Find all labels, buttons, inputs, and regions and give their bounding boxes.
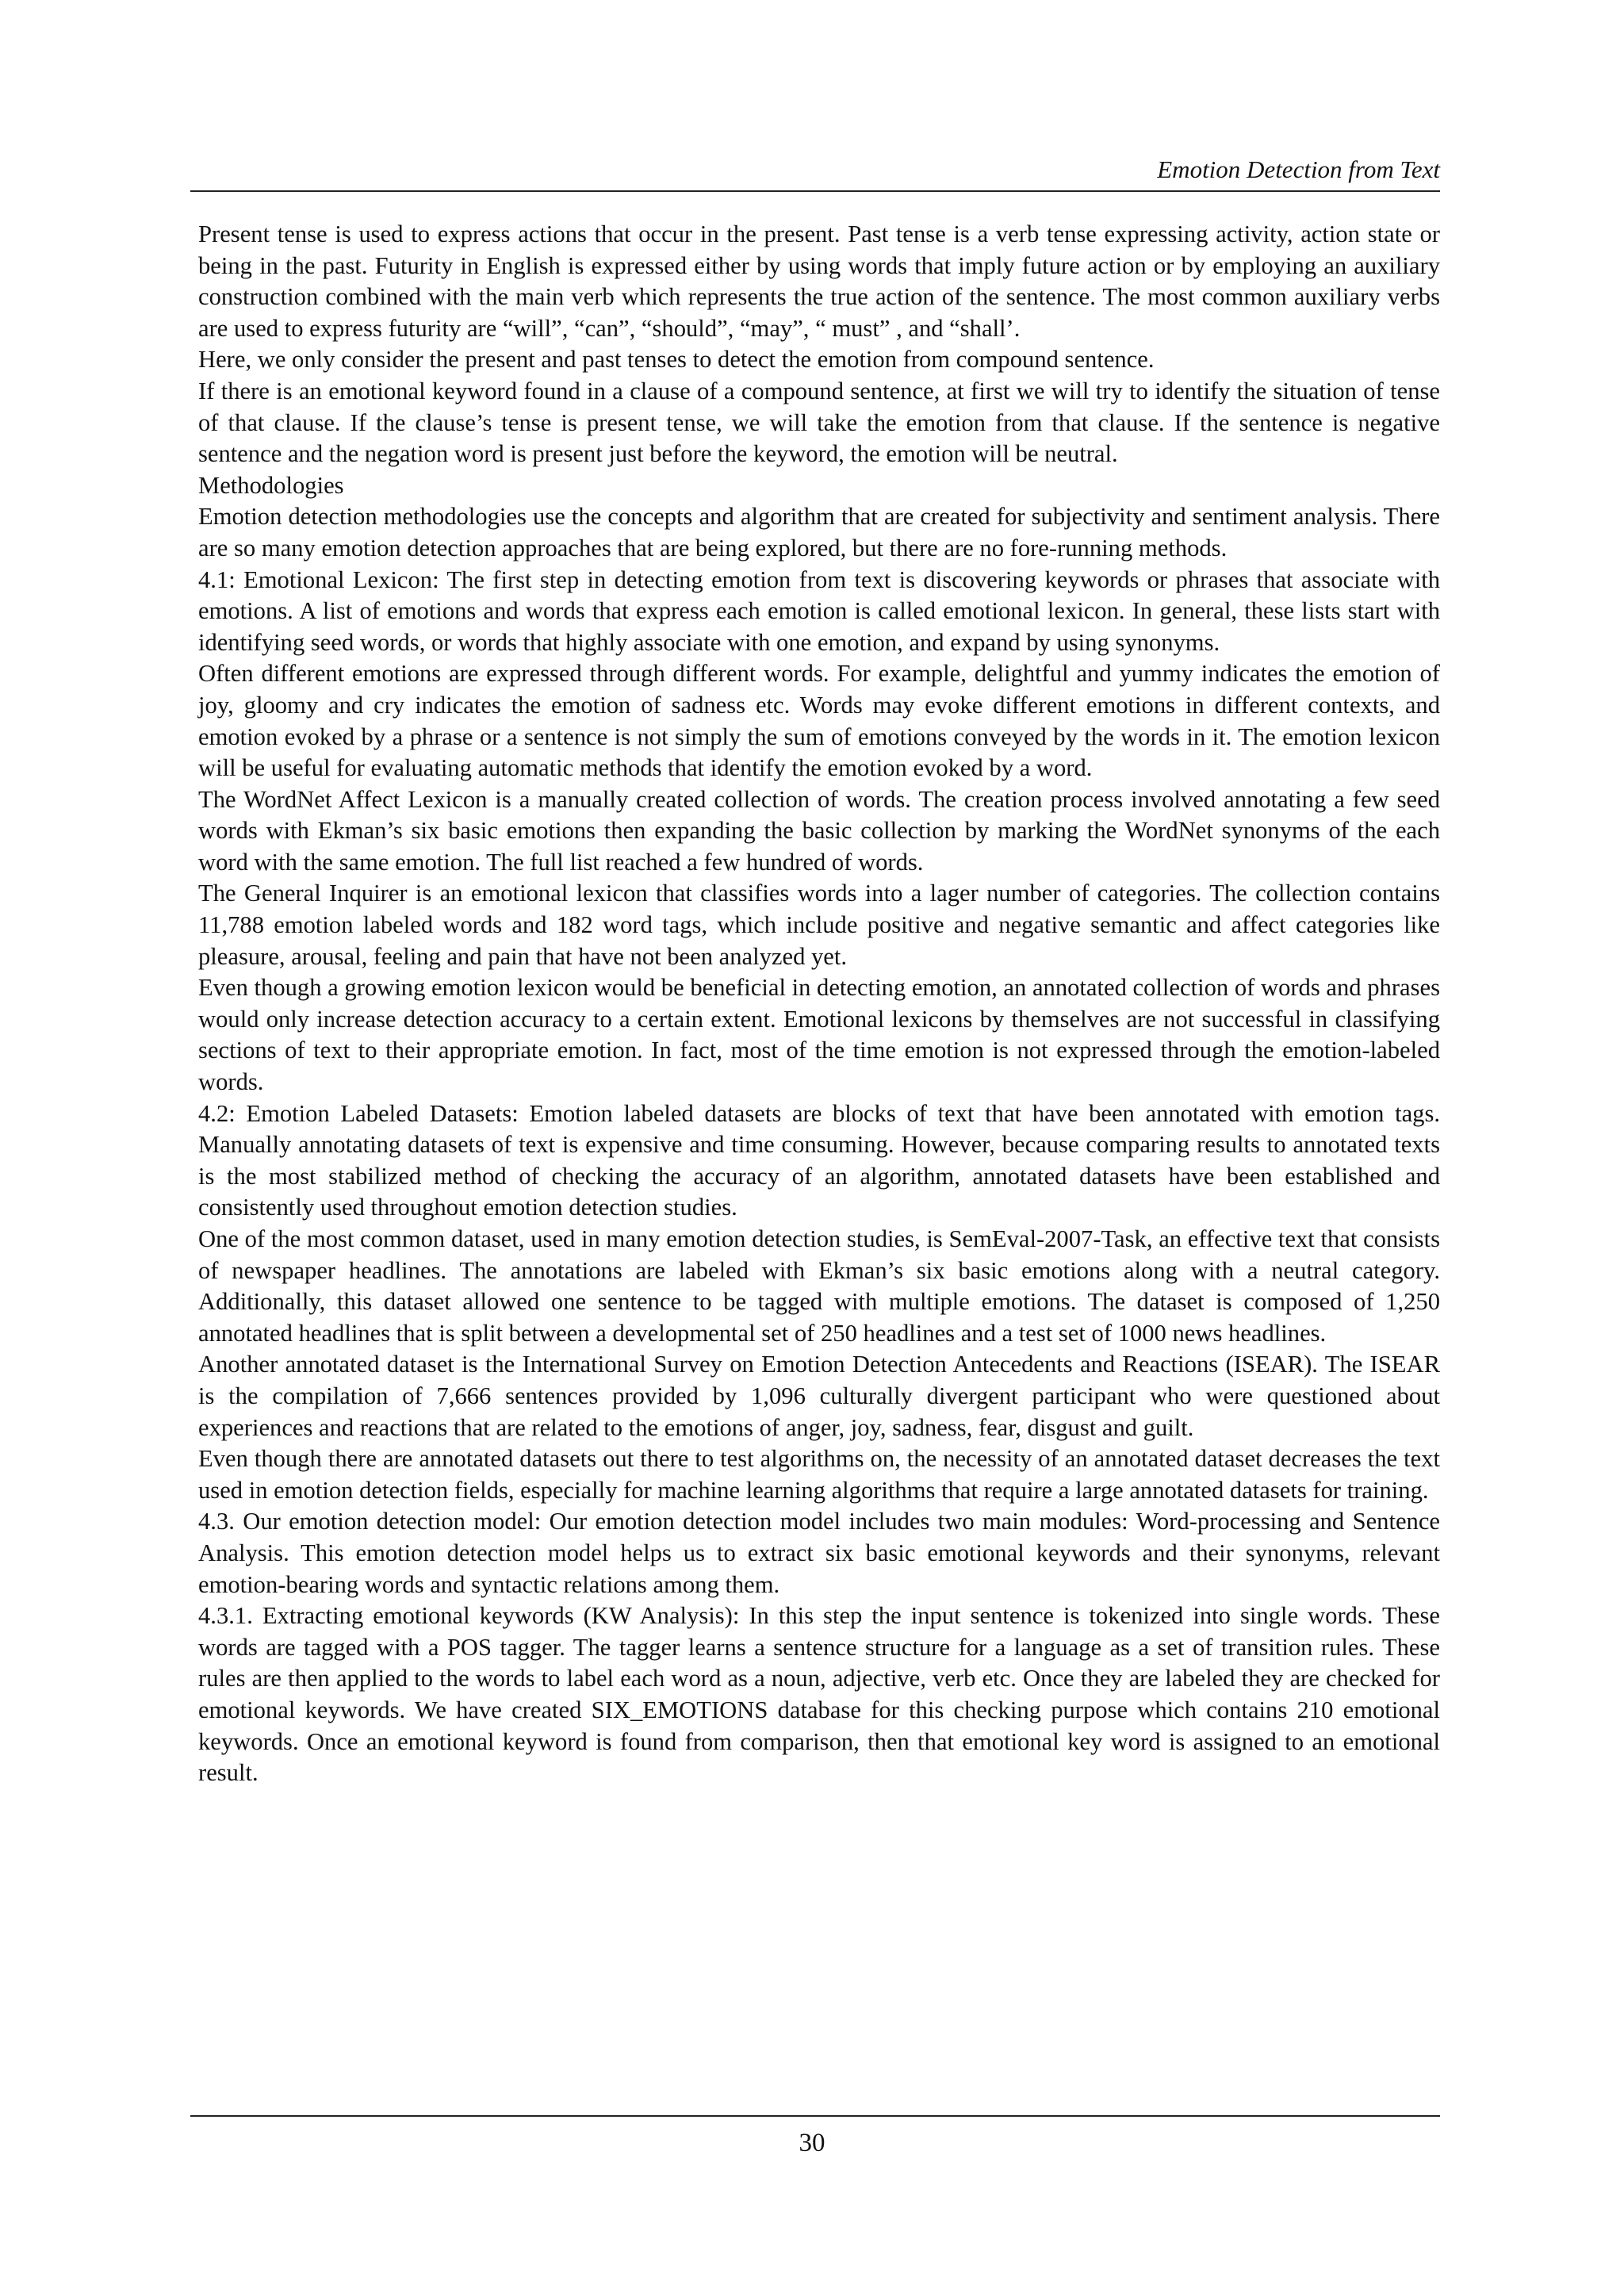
paragraph-keyword-extraction: 4.3.1. Extracting emotional keywords (KW Analysis): In this step the input sentence is tokenized into single words. These words are tagged with a POS tagger. The tagger learns a sentence structure for a language as a set of transition rules. These rules are then applied to the words to label each word as a noun, adjective, verb etc. Once they are labeled they are checked for emotional keywords. We have created SIX_EMOTIONS database for this checking purpose which contains 210 emotional keywords. Once an emotional keyword is found from comparison, then that emotional key word is assigned to an emotional result.: [198, 1602, 1440, 1787]
paragraph-tense-scope: Here, we only consider the present and past tenses to detect the emotion from compound sentence.: [198, 346, 1155, 374]
paragraph-general-inquirer: The General Inquirer is an emotional lexicon that classifies words into a lager number of categories. The collection contains 11,788 emotion labeled words and 182 word tags, which include positive and negative semantic and affect categories like pleasure, arousal, feeling and pain that have not been analyzed yet.: [198, 880, 1440, 970]
paragraph-emotional-lexicon: 4.1: Emotional Lexicon: The first step in detecting emotion from text is discovering keywords or phrases that associate with emotions. A list of emotions and words that express each emotion is called emotional lexicon. In general, these lists start with identifying seed words, or words that highly associate with one emotion, and expand by using synonyms.: [198, 565, 1440, 656]
paragraph-semeval: One of the most common dataset, used in many emotion detection studies, is SemEval-2007-Task, an effective text that consists of newspaper headlines. The annotations are labeled with Ekman’s six basic emotions along with a neutral category. Additionally, this dataset allowed one sentence to be tagged with multiple emotions. The dataset is composed of 1,250 annotated headlines that is split between a developmental set of 250 headlines and a test set of 1000 news headlines.: [198, 1225, 1440, 1347]
paragraph-clause-tense: If there is an emotional keyword found in a clause of a compound sentence, at first we will try to identify the situation of tense of that clause. If the clause’s tense is present tense, we will take the emotion from that clause. If the sentence is negative sentence and the negation word is present just before the keyword, the emotion will be neutral.: [198, 377, 1440, 468]
paragraph-methodologies: Emotion detection methodologies use the concepts and algorithm that are created for subjectivity and sentiment analysis. There are so many emotion detection approaches that are being explored, but there are no fore-running methods.: [198, 503, 1440, 562]
paragraph-labeled-datasets: 4.2: Emotion Labeled Datasets: Emotion labeled datasets are blocks of text that have been annotated with emotion tags. Manually annotating datasets of text is expensive and time consuming. However, because comparing results to annotated texts is the most stabilized method of checking the accuracy of an algorithm, annotated datasets have been established and consistently used throughout emotion detection studies.: [198, 1099, 1440, 1221]
footer-divider: [190, 2115, 1440, 2117]
paragraph-lexicon-limits: Even though a growing emotion lexicon would be beneficial in detecting emotion, an annotated collection of words and phrases would only increase detection accuracy to a certain extent. Emotional lexicons by themselves are not successful in classifying sections of text to their appropriate emotion. In fact, most of the time emotion is not expressed through the emotion-labeled words.: [198, 974, 1440, 1096]
page-number: 30: [799, 2129, 825, 2157]
paragraph-dataset-necessity: Even though there are annotated datasets out there to test algorithms on, the necessity of an annotated dataset decreases the text used in emotion detection fields, especially for machine learning algorithms that require a large annotated datasets for training.: [198, 1445, 1440, 1504]
section-heading-methodologies: Methodologies: [198, 471, 344, 499]
body-text: [198, 219, 1440, 1789]
paragraph-isear: Another annotated dataset is the International Survey on Emotion Detection Antecedents and Reactions (ISEAR). The ISEAR is the compilation of 7,666 sentences provided by 1,096 culturally divergent participant who were questioned about experiences and reactions that are related to the emotions of anger, joy, sadness, fear, disgust and guilt.: [198, 1351, 1440, 1441]
paragraph-detection-model: 4.3. Our emotion detection model: Our emotion detection model includes two main modules: Word-processing and Sentence Analysis. This emotion detection model helps us to extract six basic emotional keywords and their synonyms, relevant emotion-bearing words and syntactic relations among them.: [198, 1508, 1440, 1598]
header-divider: [190, 190, 1440, 192]
paragraph-wordnet-affect: The WordNet Affect Lexicon is a manually created collection of words. The creation process involved annotating a few seed words with Ekman’s six basic emotions then expanding the basic collection by marking the WordNet synonyms of the each word with the same emotion. The full list reached a few hundred of words.: [198, 785, 1440, 876]
paragraph-tense-intro: Present tense is used to express actions that occur in the present. Past tense is a verb tense expressing activity, action state or being in the past. Futurity in English is expressed either by using words that imply future action or by employing an auxiliary construction combined with the main verb which represents the true action of the sentence. The most common auxiliary verbs are used to express futurity are “will”, “can”, “should”, “may”, “ must” , and “shall’.: [198, 220, 1440, 342]
paragraph-different-emotions: Often different emotions are expressed through different words. For example, delightful and yummy indicates the emotion of joy, gloomy and cry indicates the emotion of sadness etc. Words may evoke different emotions in different contexts, and emotion evoked by a phrase or a sentence is not simply the sum of emotions conveyed by the words in it. The emotion lexicon will be useful for evaluating automatic methods that identify the emotion evoked by a word.: [198, 660, 1440, 782]
running-header-title: Emotion Detection from Text: [1157, 155, 1440, 183]
